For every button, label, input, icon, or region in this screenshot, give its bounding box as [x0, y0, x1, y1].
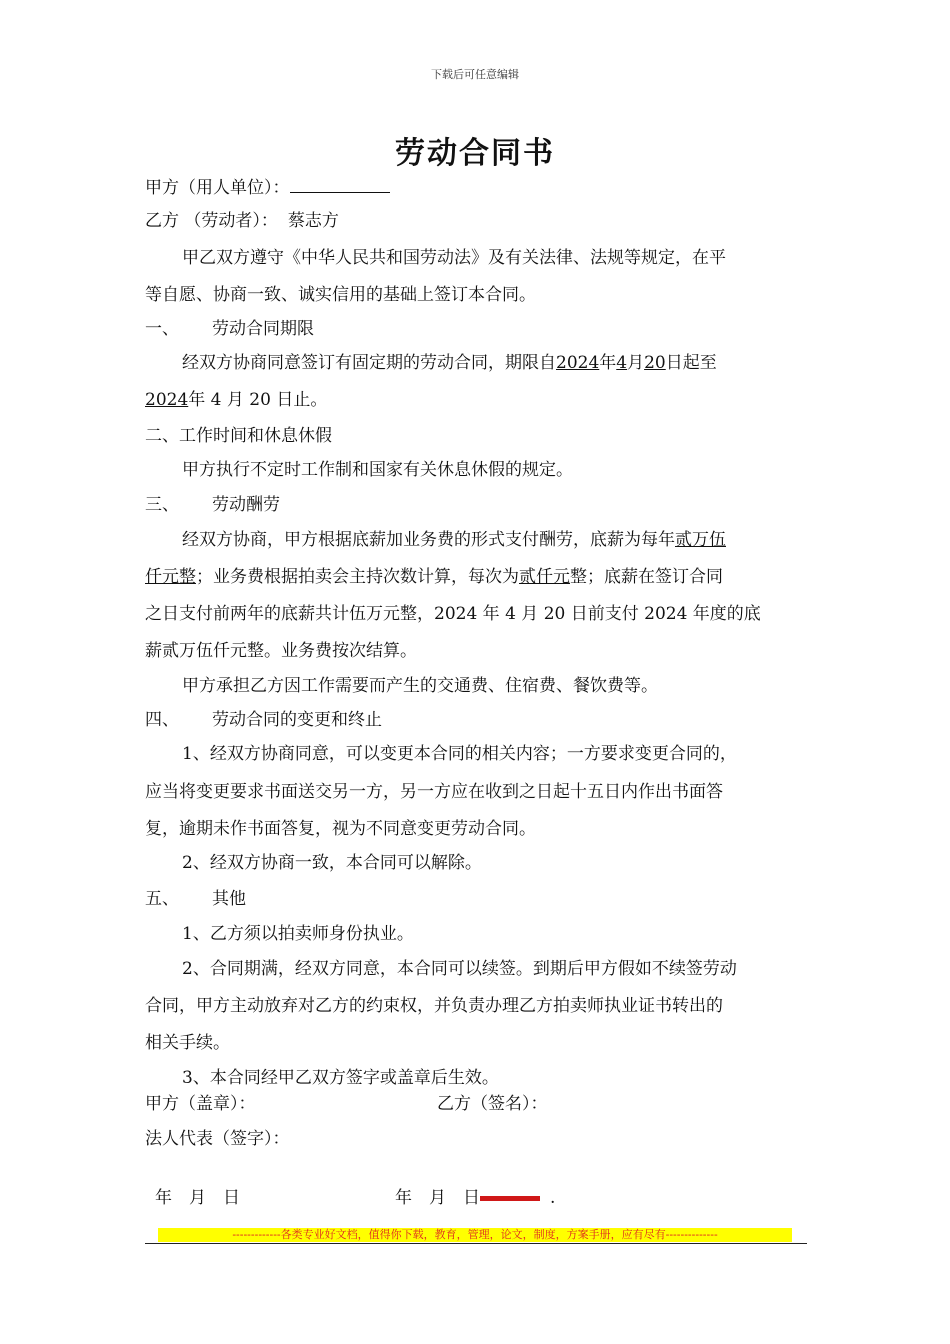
end-year: 2024 [145, 390, 189, 410]
section-4-title: 劳动合同的变更和终止 [212, 710, 382, 730]
party-a-line [145, 176, 390, 198]
section-4-line-2: 应当将变更要求书面送交另一方，另一方应在收到之日起十五日内作出书面答 [145, 782, 723, 802]
section-3-title: 劳动酬劳 [212, 495, 280, 515]
party-a-label: 甲方（用人单位）： [145, 178, 290, 198]
section-3-line-1 [182, 530, 726, 550]
party-b-date: 年 月 日 [395, 1188, 480, 1208]
footer-rule [145, 1243, 807, 1244]
section-1-number: 一、 [145, 319, 179, 339]
end-date-text: 年 4 月 20 日止。 [188, 390, 328, 410]
fee-text: ；业务费根据拍卖会主持次数计算，每次为 [196, 567, 519, 587]
salary-amount-part-2: 仟元整 [145, 567, 196, 587]
section-5-number: 五、 [145, 889, 179, 909]
party-b-name: 蔡志方 [287, 211, 339, 231]
party-b-date-line [395, 1188, 555, 1208]
party-b-line [145, 211, 339, 231]
section-5-line-4: 相关手续。 [145, 1033, 230, 1053]
redaction-mark [480, 1196, 540, 1201]
footer-banner: -------------各类专业好文档，值得你下载，教育，管理，论文，制度，方案手册，应有尽有-------------- [158, 1228, 792, 1242]
date-period: . [550, 1188, 556, 1208]
section-5-line-3: 合同，甲方主动放弃对乙方的约束权，并负责办理乙方拍卖师执业证书转出的 [145, 996, 723, 1016]
legal-rep-sign-label: 法人代表（签字）： [145, 1129, 290, 1149]
party-a-seal-label: 甲方（盖章）： [145, 1094, 256, 1114]
section-5-title: 其他 [212, 889, 246, 909]
term-text: 经双方协商同意签订有固定期的劳动合同，期限自 [182, 353, 556, 373]
document-title: 劳动合同书 [395, 136, 555, 171]
section-2-para: 甲方执行不定时工作制和国家有关休息休假的规定。 [182, 460, 573, 480]
section-3-line-2 [145, 567, 723, 587]
fee-amount: 贰仟元 [519, 567, 570, 587]
start-year: 2024 [556, 353, 600, 373]
section-3-line-3: 之日支付前两年的底薪共计伍万元整，2024 年 4 月 20 日前支付 2024 年度的底 [145, 604, 761, 624]
day-char: 日起至 [665, 353, 717, 373]
section-5-line-2: 2、合同期满，经双方同意，本合同可以续签。到期后甲方假如不续签劳动 [182, 959, 737, 979]
section-3-para-2: 甲方承担乙方因工作需要而产生的交通费、住宿费、餐饮费等。 [182, 676, 658, 696]
party-b-label: 乙方 （劳动者）： [145, 211, 278, 231]
intro-line-2: 等自愿、协商一致、诚实信用的基础上签订本合同。 [145, 285, 536, 305]
section-3-number: 三、 [145, 495, 179, 515]
intro-line-1: 甲乙双方遵守《中华人民共和国劳动法》及有关法律、法规等规定，在平 [182, 248, 726, 268]
salary-amount-part-1: 贰万伍 [675, 530, 726, 550]
section-4-line-4: 2、经双方协商一致，本合同可以解除。 [182, 853, 482, 873]
start-month: 4 [616, 353, 628, 373]
section-4-number: 四、 [145, 710, 179, 730]
party-a-date: 年 月 日 [155, 1188, 240, 1208]
section-5-line-1: 1、乙方须以拍卖师身份执业。 [182, 924, 414, 944]
section-3-line-4: 薪贰万伍仟元整。业务费按次结算。 [145, 641, 417, 661]
pay-text: 经双方协商，甲方根据底薪加业务费的形式支付酬劳，底薪为每年 [182, 530, 675, 550]
page-header: 下载后可任意编辑 [431, 68, 519, 81]
section-1-para-line-1 [182, 353, 717, 373]
fee-text-end: 整；底薪在签订合同 [570, 567, 723, 587]
section-1-para-line-2 [145, 390, 327, 410]
section-1-title: 劳动合同期限 [212, 319, 314, 339]
section-5-line-5: 3、本合同经甲乙双方签字或盖章后生效。 [182, 1068, 499, 1088]
section-2-title: 二、工作时间和休息休假 [145, 426, 332, 446]
party-a-blank [290, 176, 390, 193]
section-4-line-1: 1、经双方协商同意，可以变更本合同的相关内容；一方要求变更合同的， [182, 744, 737, 764]
start-day: 20 [644, 353, 666, 373]
section-4-line-3: 复，逾期未作书面答复，视为不同意变更劳动合同。 [145, 819, 536, 839]
year-char: 年 [599, 353, 617, 373]
party-b-sign-label: 乙方（签名）： [437, 1094, 548, 1114]
month-char: 月 [627, 353, 645, 373]
